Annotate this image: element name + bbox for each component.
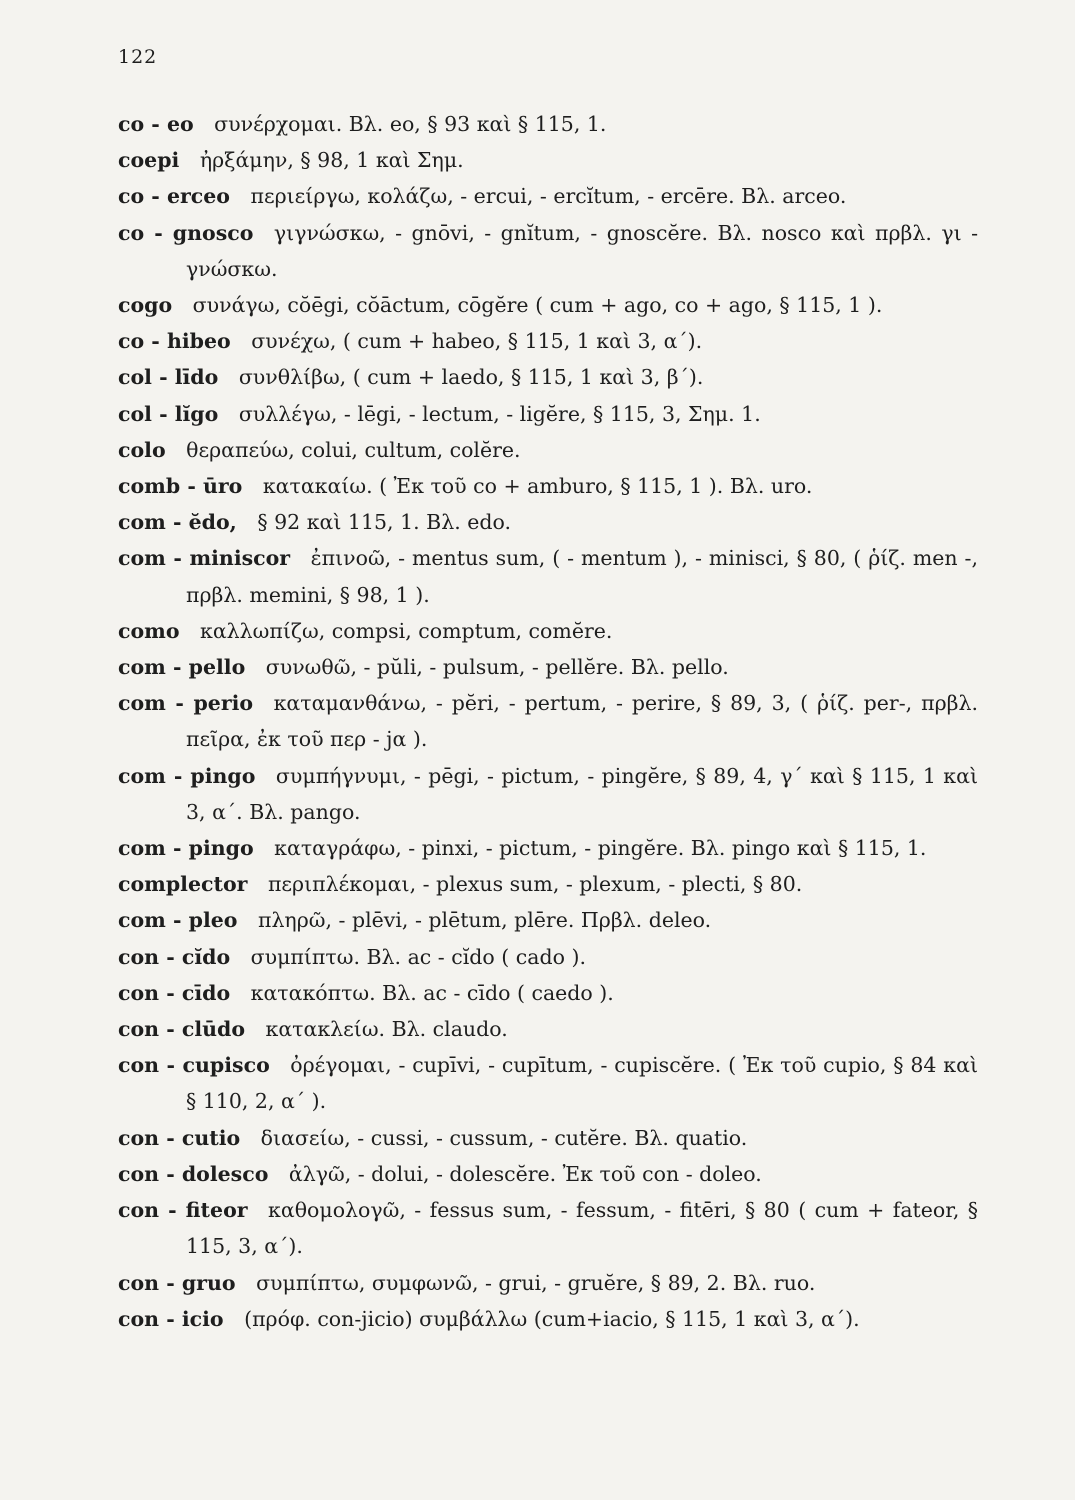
entry-headword: com - pingo (118, 836, 254, 861)
entry-headword: con - clūdo (118, 1017, 246, 1042)
dictionary-entry (118, 830, 978, 866)
entry-definition: καταμανθάνω, - pĕri, - pertum, - perire, § 89, 3, ( ῥίζ. per-, πρβλ. πεῖρα, ἐκ τοῦ περ - jα ). (186, 691, 978, 752)
entry-list (118, 106, 978, 1337)
entry-headword: com - pleo (118, 908, 238, 933)
dictionary-entry (118, 287, 978, 323)
entry-headword: comb - ūro (118, 474, 243, 499)
entry-definition: πληρῶ, - plēvi, - plētum, plēre. Πρβλ. deleo. (257, 908, 712, 933)
entry-headword: con - cīdo (118, 980, 231, 1005)
entry-definition: καλλωπίζω, compsi, comptum, comĕre. (200, 618, 613, 643)
entry-headword: com - perio (118, 691, 254, 716)
entry-headword: cogo (118, 293, 173, 318)
entry-headword: con - icio (118, 1306, 224, 1331)
entry-headword: com - pello (118, 655, 246, 680)
entry-definition: συνέχω, ( cum + habeo, § 115, 1 καὶ 3, α΄). (251, 329, 703, 354)
dictionary-entry (118, 106, 978, 142)
entry-definition: ὀρέγομαι, - cupīvi, - cupītum, - cupiscĕre. ( Ἐκ τοῦ cupio, § 84 καὶ § 110, 2, α΄ ). (186, 1053, 978, 1114)
dictionary-entry (118, 540, 978, 612)
entry-definition: συμπίπτω, συμφωνῶ, - grui, - gruĕre, § 89, 2. Βλ. ruo. (256, 1270, 816, 1295)
dictionary-entry (118, 649, 978, 685)
entry-headword: con - gruo (118, 1270, 236, 1295)
dictionary-entry (118, 504, 978, 540)
entry-definition: θεραπεύω, colui, cultum, colĕre. (186, 437, 521, 462)
entry-definition: συμπίπτω. Βλ. ac - cĭdo ( cado ). (250, 944, 586, 969)
dictionary-entry (118, 396, 978, 432)
entry-definition: γιγνώσκω, - gnōvi, - gnĭtum, - gnoscĕre. Βλ. nosco καὶ πρβλ. γι - γνώσκω. (186, 220, 979, 281)
entry-definition: περιείργω, κολάζω, - ercui, - ercĭtum, - ercēre. Βλ. arceo. (250, 184, 847, 209)
dictionary-entry (118, 432, 978, 468)
dictionary-entry (118, 1011, 978, 1047)
dictionary-entry (118, 613, 978, 649)
dictionary-entry (118, 1301, 978, 1337)
entry-headword: con - cupisco (118, 1053, 270, 1078)
entry-headword: com - pingo (118, 763, 256, 788)
dictionary-entry (118, 975, 978, 1011)
dictionary-entry (118, 359, 978, 395)
dictionary-entry (118, 685, 978, 757)
entry-headword: con - cutio (118, 1125, 241, 1150)
entry-definition: συμπήγνυμι, - pēgi, - pictum, - pingĕre, § 89, 4, γ΄ καὶ § 115, 1 καὶ 3, α΄. Βλ. pango. (186, 763, 978, 824)
entry-headword: con - fiteor (118, 1198, 248, 1223)
dictionary-entry (118, 1047, 978, 1119)
entry-headword: col - līdo (118, 365, 219, 390)
entry-definition: κατακαίω. ( Ἐκ τοῦ co + amburo, § 115, 1 ). Βλ. uro. (262, 474, 813, 499)
entry-definition: ἀλγῶ, - dolui, - dolescĕre. Ἐκ τοῦ con - doleo. (288, 1161, 762, 1186)
entry-definition: συνέρχομαι. Βλ. eo, § 93 καὶ § 115, 1. (214, 112, 607, 136)
entry-definition: συλλέγω, - lēgi, - lectum, - ligĕre, § 115, 3, Σημ. 1. (238, 401, 761, 426)
entry-headword: col - lĭgo (118, 401, 219, 426)
entry-headword: complector (118, 872, 248, 897)
page-number: 122 (118, 46, 158, 68)
entry-definition: συνθλίβω, ( cum + laedo, § 115, 1 καὶ 3, β΄). (238, 365, 704, 390)
dictionary-entry (118, 1265, 978, 1301)
entry-definition: § 92 καὶ 115, 1. Βλ. edo. (257, 510, 511, 535)
dictionary-entry (118, 215, 978, 287)
entry-definition: περιπλέκομαι, - plexus sum, - plexum, - plecti, § 80. (267, 872, 803, 897)
entry-definition: καταγράφω, - pinxi, - pictum, - pingĕre. Βλ. pingo καὶ § 115, 1. (274, 836, 927, 861)
entry-definition: (πρόφ. con-jicio) συμβάλλω (cum+iacio, § 115, 1 καὶ 3, α΄). (244, 1306, 860, 1331)
dictionary-entry (118, 939, 978, 975)
dictionary-entry (118, 758, 978, 830)
entry-headword: coepi (118, 148, 180, 173)
entry-definition: κατακλείω. Βλ. claudo. (265, 1017, 508, 1042)
entry-definition: κατακόπτω. Βλ. ac - cīdo ( caedo ). (250, 980, 614, 1005)
entry-definition: καθομολογῶ, - fessus sum, - fessum, - fitēri, § 80 ( cum + fateor, § 115, 3, α΄). (186, 1198, 979, 1259)
dictionary-entry (118, 1192, 978, 1264)
entry-definition: συνάγω, cŏēgi, cŏāctum, cōgĕre ( cum + ago, co + ago, § 115, 1 ). (192, 293, 883, 318)
entry-definition: συνωθῶ, - pŭli, - pulsum, - pellĕre. Βλ. pello. (265, 655, 729, 680)
dictionary-entry (118, 1120, 978, 1156)
entry-definition: ἠρξάμην, § 98, 1 καὶ Σημ. (199, 148, 464, 173)
entry-headword: colo (118, 437, 166, 462)
entry-headword: co - hibeo (118, 329, 231, 354)
entry-headword: com - ĕdo, (118, 510, 237, 535)
dictionary-entry (118, 468, 978, 504)
entry-headword: co - gnosco (118, 220, 254, 245)
dictionary-entry (118, 178, 978, 214)
dictionary-entry (118, 866, 978, 902)
dictionary-entry (118, 142, 978, 178)
entry-definition: ἐπινοῶ, - mentus sum, ( - mentum ), - minisci, § 80, ( ῥίζ. men -, πρβλ. memini, § 98, 1 ). (186, 546, 978, 607)
entry-headword: com - miniscor (118, 546, 291, 571)
dictionary-entry (118, 323, 978, 359)
entry-headword: como (118, 618, 180, 643)
entry-headword: con - cĭdo (118, 944, 231, 969)
entry-headword: co - erceo (118, 184, 230, 209)
entry-headword: con - dolesco (118, 1161, 269, 1186)
dictionary-entry (118, 902, 978, 938)
entry-headword: co - eo (118, 112, 194, 136)
dictionary-entry (118, 1156, 978, 1192)
entry-definition: διασείω, - cussi, - cussum, - cutĕre. Βλ. quatio. (260, 1125, 748, 1150)
